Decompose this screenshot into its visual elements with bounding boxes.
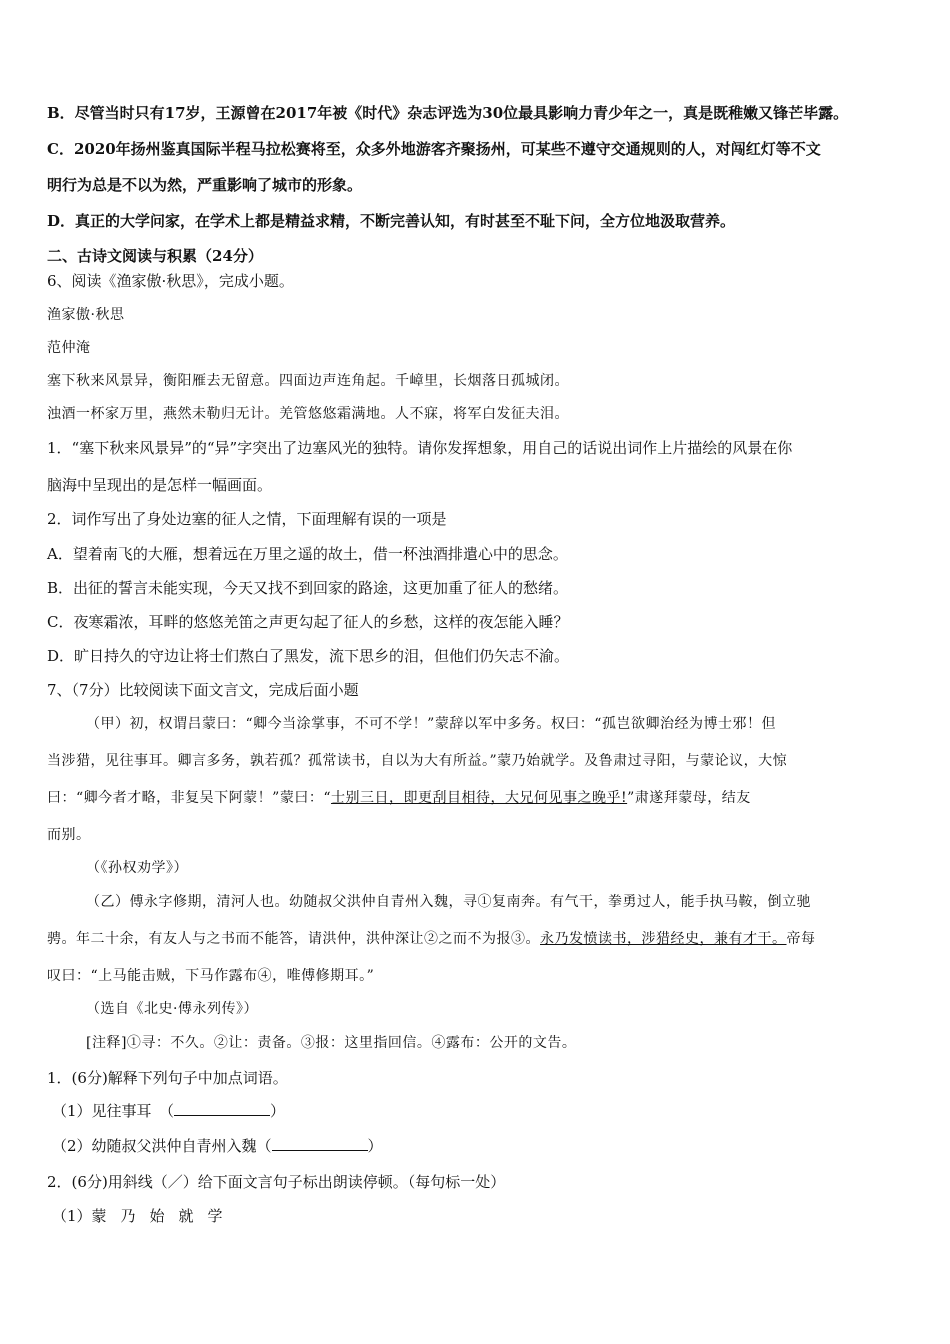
subquestion-2: 2．词作写出了身处边塞的征人之情，下面理解有误的一项是 (47, 510, 447, 528)
answer-blank-1[interactable] (174, 1101, 270, 1116)
section-heading: 二、古诗文阅读与积累（24分） (47, 247, 263, 265)
underlined-sentence-yi: 永乃发愤读书，涉猎经史，兼有才干。 (540, 931, 787, 947)
passage-jia-line-3: 曰：“卿今者才略，非复吴下阿蒙！”蒙曰：“士别三日，即更刮目相待，大兄何见事之晚乎!”肃遂拜蒙母，结友 (47, 790, 751, 806)
option-b-line: B．尽管当时只有17岁，王源曾在2017年被《时代》杂志评选为30位最具影响力青少年之一，真是既稚嫩又锋芒毕露。 (47, 104, 849, 122)
annotation-notes: [注释]①寻：不久。②让：责备。③报：这里指回信。④露布：公开的文告。 (86, 1035, 577, 1051)
pause-item-1: （1）蒙乃始就学 (52, 1207, 237, 1225)
choice-a: A．望着南飞的大雁，想着远在万里之遥的故土，借一杯浊酒排遣心中的思念。 (47, 545, 568, 563)
passage-jia-line-4: 而别。 (47, 827, 91, 843)
passage-yi-line-3: 叹曰：“上马能击贼，下马作露布④，唯傅修期耳。” (47, 968, 375, 984)
option-c-line-cont: 明行为总是不以为然，严重影响了城市的形象。 (47, 176, 363, 194)
passage-jia-line-2: 当涉猎，见往事耳。卿言多务，孰若孤？孤常读书，自以为大有所益。”蒙乃始就学。及鲁肃过寻阳，与蒙论议，大惊 (47, 753, 788, 769)
poem-author: 范仲淹 (47, 340, 91, 356)
blank-item-1: （1）见往事耳 （ ） (52, 1102, 286, 1120)
passage-yi-line-1: （乙）傅永字修期，清河人也。幼随叔父洪仲自青州入魏，寻①复南奔。有气干，拳勇过人，能手执马鞍，倒立驰 (86, 894, 811, 910)
poem-title: 渔家傲·秋思 (47, 307, 125, 323)
choice-c: C．夜寒霜浓，耳畔的悠悠羌笛之声更勾起了征人的乡愁，这样的夜怎能入睡？ (47, 613, 569, 631)
subquestion-7-2: 2．(6分)用斜线（／）给下面文言句子标出朗读停顿。（每句标一处） (47, 1173, 506, 1191)
pause-sentence: 蒙乃始就学 (91, 1207, 237, 1225)
underlined-sentence-jia: 士别三日，即更刮目相待，大兄何见事之晚乎! (330, 790, 628, 806)
subquestion-7-1: 1．(6分)解释下列句子中加点词语。 (47, 1069, 288, 1087)
subquestion-1: 1．“塞下秋来风景异”的“异”字突出了边塞风光的独特。请你发挥想象，用自己的话说出词作上片描绘的风景在你 (47, 439, 793, 457)
poem-line-2: 浊酒一杯家万里，燕然未勒归无计。羌管悠悠霜满地。人不寐，将军白发征夫泪。 (47, 406, 569, 422)
passage-jia-source: （《孙权劝学》） (86, 860, 188, 876)
poem-line-1: 塞下秋来风景异，衡阳雁去无留意。四面边声连角起。千嶂里，长烟落日孤城闭。 (47, 373, 569, 389)
passage-yi-source: （选自《北史·傅永列传》） (86, 1001, 258, 1017)
option-c-line: C．2020年扬州鉴真国际半程马拉松赛将至，众多外地游客齐聚扬州，可某些不遵守交通规则的人，对闯红灯等不文 (47, 140, 821, 158)
blank-item-2: （2）幼随叔父洪仲自青州入魏（ ） (52, 1137, 383, 1155)
question-7-prompt: 7、（7分）比较阅读下面文言文，完成后面小题 (47, 681, 359, 699)
question-6-prompt: 6、阅读《渔家傲·秋思》，完成小题。 (47, 272, 294, 290)
answer-blank-2[interactable] (272, 1136, 368, 1151)
option-d-line: D．真正的大学问家，在学术上都是精益求精，不断完善认知，有时甚至不耻下问，全方位地汲取营养。 (47, 212, 736, 230)
subquestion-1-cont: 脑海中呈现出的是怎样一幅画面。 (47, 476, 273, 494)
choice-b: B．出征的誓言未能实现，今天又找不到回家的路途，这更加重了征人的愁绪。 (47, 579, 569, 597)
passage-yi-line-2: 骋。年二十余，有友人与之书而不能答，请洪仲，洪仲深让②之而不为报③。永乃发愤读书，涉猎经史，兼有才干。帝每 (47, 931, 816, 947)
choice-d: D．旷日持久的守边让将士们熬白了黑发，流下思乡的泪，但他们仍矢志不渝。 (47, 647, 570, 665)
passage-jia-line-1: （甲）初，权谓吕蒙曰：“卿今当涂掌事，不可不学！”蒙辞以军中多务。权曰：“孤岂欲卿治经为博士邪！但 (86, 716, 776, 732)
